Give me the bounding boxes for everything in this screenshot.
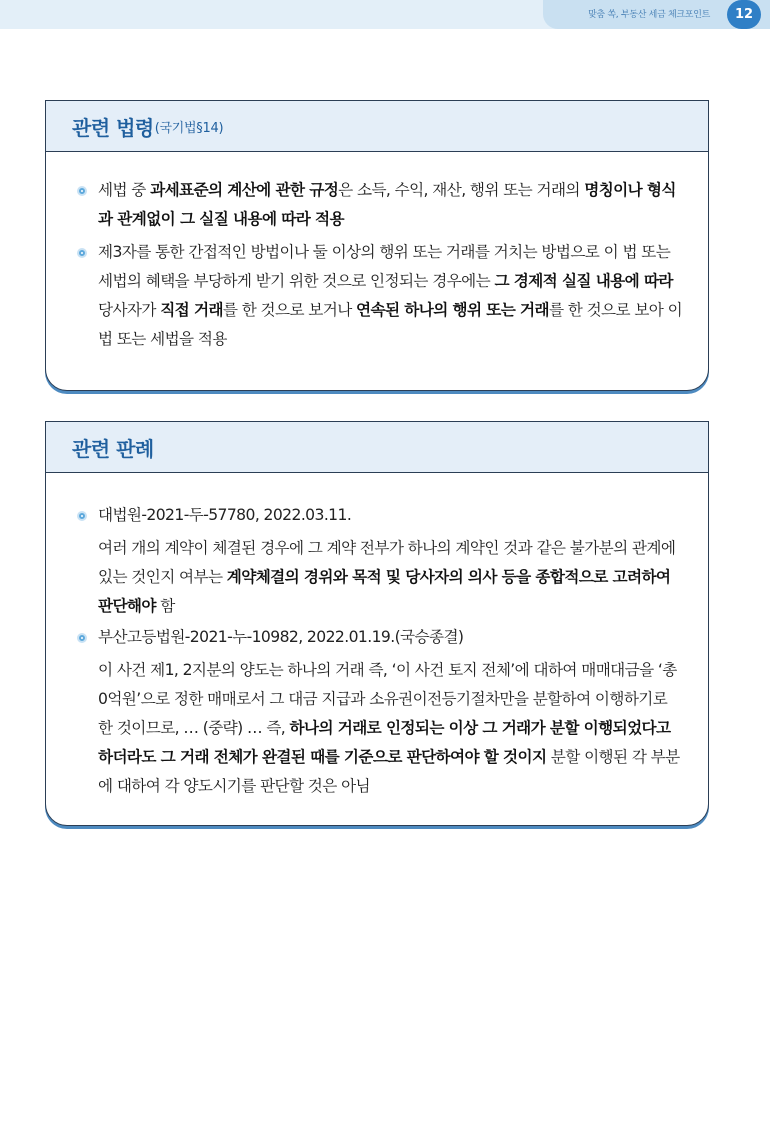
text-span: 여러 개의 계약이 체결된 경우에 그 계약 전부가 하나의 계약인 것과 같은 불가분의 관계에 있는 것인지 여부는 <box>98 539 676 586</box>
related-case-box <box>45 421 709 826</box>
text-span: 를 한 것으로 보거나 <box>222 301 357 319</box>
bullet-icon <box>77 633 87 643</box>
bullet-icon <box>77 248 87 258</box>
list-item <box>98 176 686 234</box>
bold-text: 과세표준의 계산에 관한 규정 <box>150 181 339 199</box>
bold-text: 직접 거래 <box>160 301 223 319</box>
text-span: 세법 중 <box>98 181 151 199</box>
related-law-header <box>46 101 708 152</box>
bullet-icon <box>77 186 87 196</box>
list-item <box>98 623 686 801</box>
bold-text: 명칭이나 형식과 관계없이 그 실질 내용에 따라 적용 <box>98 181 676 228</box>
bold-text: 연속된 하나의 행위 또는 거래 <box>356 301 549 319</box>
bold-text: 그 경제적 실질 내용에 따라 <box>494 272 673 290</box>
text-span: 제3자를 통한 간접적인 방법이나 둘 이상의 행위 또는 거래를 거치는 방법으로 이 법 또는 세법의 혜택을 부당하게 받기 위한 것으로 인정되는 경우에는 <box>98 243 671 290</box>
text-span: 를 한 것으로 보아 이 법 또는 세법을 적용 <box>98 301 683 348</box>
bold-text: 계약체결의 경위와 목적 및 당사자의 의사 등을 종합적으로 고려하여 판단해야 <box>98 568 671 615</box>
text-span: 이 사건 제1, 2지분의 양도는 하나의 거래 즉, ‘이 사건 토지 전체’에 대하여 매매대금을 ‘총 0억원’으로 정한 매매로서 그 대금 지급과 소유권이전등기절차만을 분할하여 이행하기로 한 것이므로, … (중략) … 즉, <box>98 661 677 737</box>
related-case-header <box>46 422 708 473</box>
running-title: 맞춤 쏙, 부동산 세금 체크포인트 <box>588 10 710 20</box>
related-law-subtitle: (국기법§14) <box>154 120 224 136</box>
text-span: 분할 이행된 각 부분에 대하여 각 양도시기를 판단할 것은 아님 <box>98 748 680 795</box>
related-law-box <box>45 100 709 391</box>
bullet-icon <box>77 511 87 521</box>
bold-text: 하나의 거래로 인정되는 이상 그 거래가 분할 이행되었다고 하더라도 그 거래 전체가 완결된 때를 기준으로 판단하여야 할 것이지 <box>98 719 671 766</box>
case-summary <box>98 534 686 621</box>
text-span: 함 <box>155 597 175 615</box>
related-case-list <box>46 473 708 801</box>
case-citation: 부산고등법원-2021-누-10982, 2022.01.19.(국승종결) <box>98 628 464 646</box>
case-summary <box>98 656 686 801</box>
case-citation: 대법원-2021-두-57780, 2022.03.11. <box>98 506 352 524</box>
page-number: 12 <box>727 0 761 29</box>
list-item <box>98 501 686 621</box>
related-law-title: 관련 법령 <box>72 115 154 140</box>
related-case-title: 관련 판례 <box>72 436 154 461</box>
list-item <box>98 238 686 354</box>
related-law-list <box>46 152 708 354</box>
text-span: 당사자가 <box>98 301 161 319</box>
text-span: 은 소득, 수익, 재산, 행위 또는 거래의 <box>338 181 585 199</box>
